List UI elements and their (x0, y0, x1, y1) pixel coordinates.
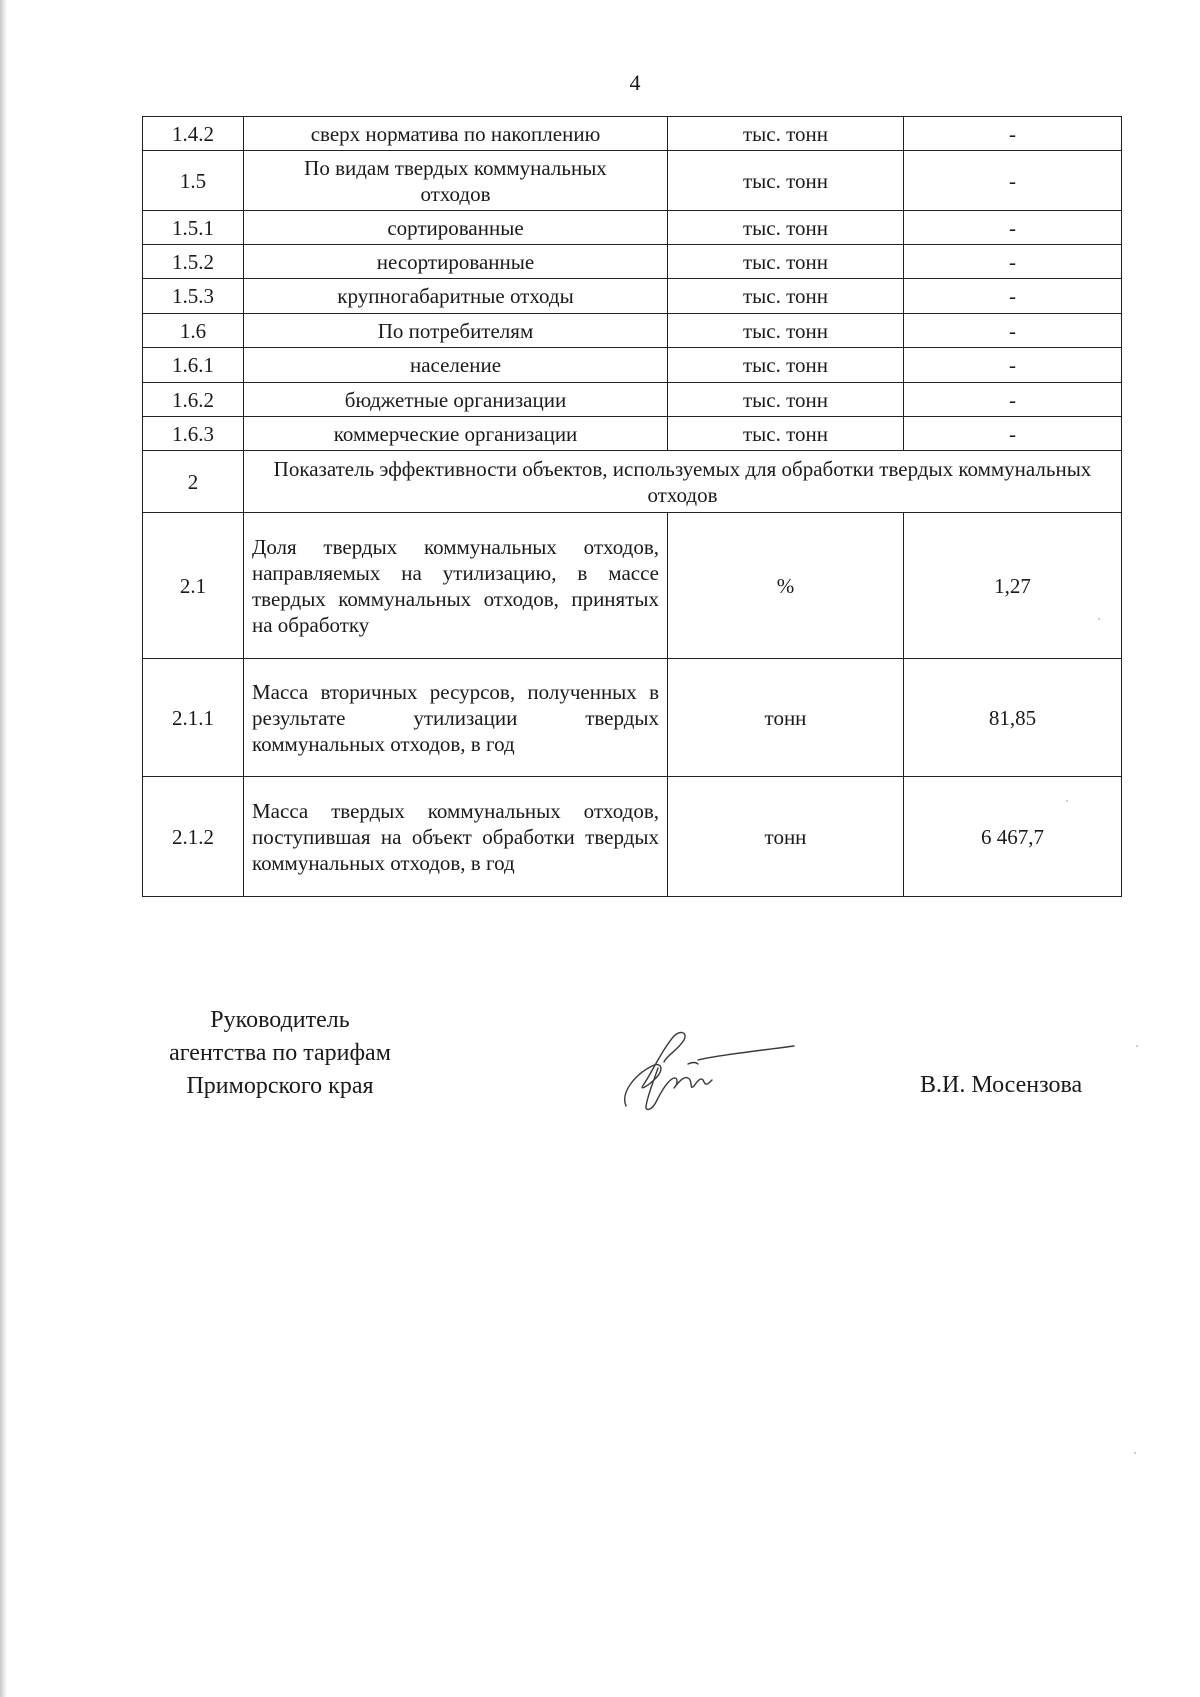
row-value: - (904, 348, 1122, 383)
row-unit: тыс. тонн (668, 279, 904, 314)
row-unit: тыс. тонн (668, 314, 904, 348)
signatory-position (140, 1004, 420, 1103)
row-value: 6 467,7 (904, 777, 1122, 897)
row-number: 1.6 (143, 314, 244, 348)
row-value: - (904, 383, 1122, 417)
section-number: 2 (143, 451, 244, 513)
row-unit: % (668, 513, 904, 659)
row-value: - (904, 117, 1122, 151)
position-line-2: агентства по тарифам (169, 1040, 391, 1066)
table-row (143, 348, 1122, 383)
table-row (143, 659, 1122, 777)
scan-speck (1134, 1452, 1136, 1454)
table-row (143, 777, 1122, 897)
row-name: По видам твердых коммунальных отходов (244, 151, 668, 211)
row-name: Масса твердых коммунальных отходов, поступившая на объект обработки твердых коммунальных отходов, в год (244, 777, 668, 897)
row-unit: тыс. тонн (668, 348, 904, 383)
table-row (143, 211, 1122, 245)
row-number: 2.1.1 (143, 659, 244, 777)
row-number: 1.4.2 (143, 117, 244, 151)
row-value: - (904, 211, 1122, 245)
scan-speck (1066, 800, 1068, 802)
position-line-3: Приморского края (186, 1073, 374, 1099)
row-number: 1.6.1 (143, 348, 244, 383)
table-row (143, 245, 1122, 279)
table-row (143, 279, 1122, 314)
row-unit: тыс. тонн (668, 245, 904, 279)
scan-edge-shadow (0, 0, 7, 1697)
row-name: По потребителям (244, 314, 668, 348)
row-name: население (244, 348, 668, 383)
row-name: коммерческие организации (244, 417, 668, 451)
table-row (143, 151, 1122, 211)
indicators-table (142, 116, 1122, 897)
row-name: несортированные (244, 245, 668, 279)
row-value: - (904, 151, 1122, 211)
row-name: сверх норматива по накоплению (244, 117, 668, 151)
table-row (143, 513, 1122, 659)
row-number: 1.5.2 (143, 245, 244, 279)
row-unit: тыс. тонн (668, 383, 904, 417)
row-number: 1.5.3 (143, 279, 244, 314)
row-name: Масса вторичных ресурсов, полученных в результате утилизации твердых коммунальных отходов, в год (244, 659, 668, 777)
row-number: 1.5.1 (143, 211, 244, 245)
row-number: 1.6.3 (143, 417, 244, 451)
row-value: - (904, 314, 1122, 348)
handwritten-signature-icon (618, 1022, 796, 1114)
table-row (143, 383, 1122, 417)
position-line-1: Руководитель (210, 1007, 350, 1033)
row-value: - (904, 279, 1122, 314)
row-number: 2.1.2 (143, 777, 244, 897)
row-name: Доля твердых коммунальных отходов, направляемых на утилизацию, в массе твердых коммунальных отходов, принятых на обработку (244, 513, 668, 659)
row-value: - (904, 245, 1122, 279)
row-unit: тонн (668, 777, 904, 897)
page-number: 4 (629, 70, 641, 95)
section-row (143, 451, 1122, 513)
row-number: 1.6.2 (143, 383, 244, 417)
table-row (143, 117, 1122, 151)
scan-speck (1136, 1045, 1138, 1047)
row-name: бюджетные организации (244, 383, 668, 417)
row-number: 1.5 (143, 151, 244, 211)
table-row (143, 314, 1122, 348)
row-value: - (904, 417, 1122, 451)
row-number: 2.1 (143, 513, 244, 659)
table-row (143, 417, 1122, 451)
row-name: крупногабаритные отходы (244, 279, 668, 314)
section-title: Показатель эффективности объектов, используемых для обработки твердых коммунальных отходов (244, 451, 1122, 513)
row-unit: тыс. тонн (668, 151, 904, 211)
row-unit: тонн (668, 659, 904, 777)
row-unit: тыс. тонн (668, 417, 904, 451)
scan-speck (1098, 618, 1100, 620)
row-unit: тыс. тонн (668, 117, 904, 151)
row-name: сортированные (244, 211, 668, 245)
row-value: 81,85 (904, 659, 1122, 777)
row-unit: тыс. тонн (668, 211, 904, 245)
row-value: 1,27 (904, 513, 1122, 659)
signer-name: В.И. Мосензова (920, 1072, 1083, 1098)
